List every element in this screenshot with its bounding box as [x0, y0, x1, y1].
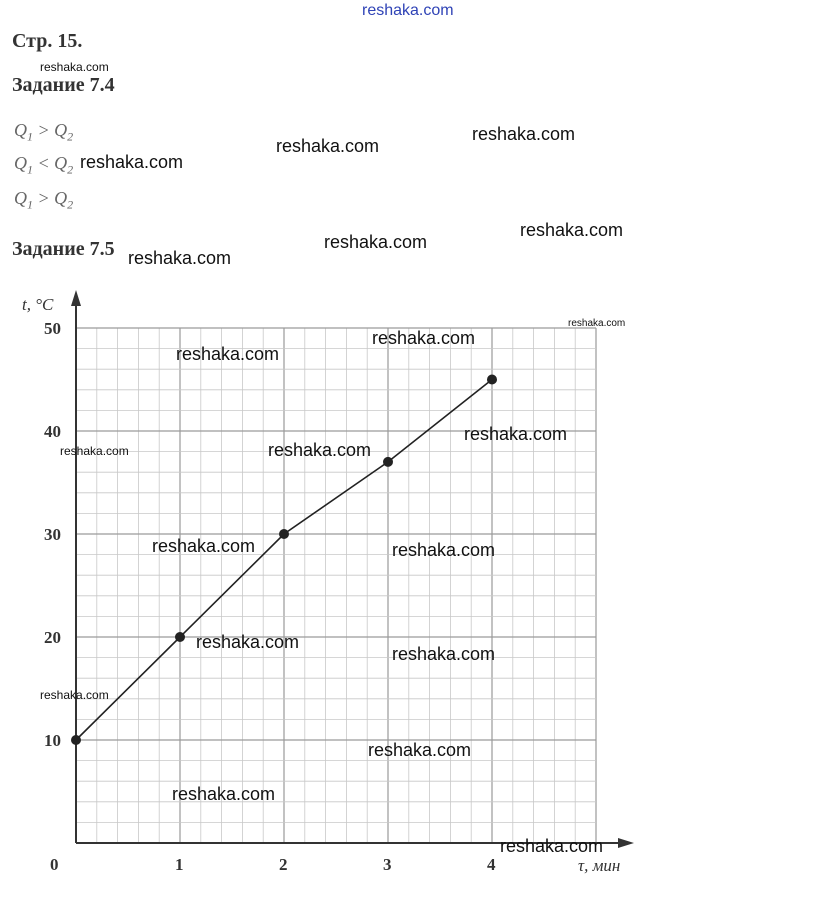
x-tick-label: 2 [279, 855, 288, 874]
watermark: reshaka.com [196, 632, 300, 652]
page-label: Стр. 15. [12, 30, 83, 52]
formula-operator: < [37, 153, 50, 173]
formula-right: Q [54, 188, 68, 208]
watermark: reshaka.com [40, 688, 109, 702]
formula-left: Q [14, 188, 27, 208]
y-axis-arrow [71, 290, 81, 306]
y-axis-label: t, °C [22, 295, 54, 314]
site-header-link[interactable]: reshaka.com [362, 2, 454, 19]
formula-right-sub: 2 [67, 162, 74, 177]
watermark: reshaka.com [392, 540, 496, 560]
formula-right-sub: 2 [67, 197, 74, 212]
watermark: reshaka.com [276, 136, 380, 156]
y-tick-label: 10 [44, 731, 61, 750]
watermark: reshaka.com [324, 232, 428, 252]
formula-left: Q [14, 120, 27, 140]
data-point [71, 735, 81, 745]
watermark: reshaka.com [152, 536, 256, 556]
formula-left: Q [14, 153, 27, 173]
watermark: reshaka.com [40, 60, 109, 74]
data-point [383, 457, 393, 467]
watermark: reshaka.com [80, 152, 184, 172]
x-axis-arrow [618, 838, 634, 848]
formula-operator: > [37, 188, 50, 208]
watermark: reshaka.com [268, 440, 372, 460]
watermark: reshaka.com [472, 124, 576, 144]
x-axis-label: τ, мин [578, 856, 621, 875]
task-7-5-title: Задание 7.5 [12, 238, 115, 260]
watermark: reshaka.com [520, 220, 624, 240]
chart-axes [71, 290, 634, 848]
data-point [279, 529, 289, 539]
data-point [175, 632, 185, 642]
watermark: reshaka.com [60, 444, 129, 458]
y-tick-label: 40 [44, 422, 61, 441]
watermark: reshaka.com [172, 784, 276, 804]
watermark: reshaka.com [568, 318, 626, 329]
task-7-4-title: Задание 7.4 [12, 74, 115, 96]
formula-left-sub: 1 [27, 129, 33, 144]
y-tick-label: 30 [44, 525, 61, 544]
watermark: reshaka.com [392, 644, 496, 664]
x-tick-label: 4 [487, 855, 496, 874]
formula-right-sub: 2 [67, 129, 74, 144]
formula-operator: > [37, 120, 50, 140]
watermark: reshaka.com [368, 740, 472, 760]
x-tick-label: 3 [383, 855, 392, 874]
x-tick-label: 0 [50, 855, 59, 874]
x-tick-label: 1 [175, 855, 184, 874]
formula-left-sub: 1 [27, 162, 33, 177]
y-tick-label: 20 [44, 628, 61, 647]
chart-grid [76, 328, 596, 843]
y-tick-label: 50 [44, 319, 61, 338]
formula-left-sub: 1 [27, 197, 33, 212]
watermark: reshaka.com [372, 328, 476, 348]
watermark: reshaka.com [128, 248, 232, 268]
watermark: reshaka.com [176, 344, 280, 364]
watermark: reshaka.com [464, 424, 568, 444]
data-point [487, 375, 497, 385]
watermark: reshaka.com [500, 836, 604, 856]
formula-right: Q [54, 153, 68, 173]
formula-right: Q [54, 120, 68, 140]
